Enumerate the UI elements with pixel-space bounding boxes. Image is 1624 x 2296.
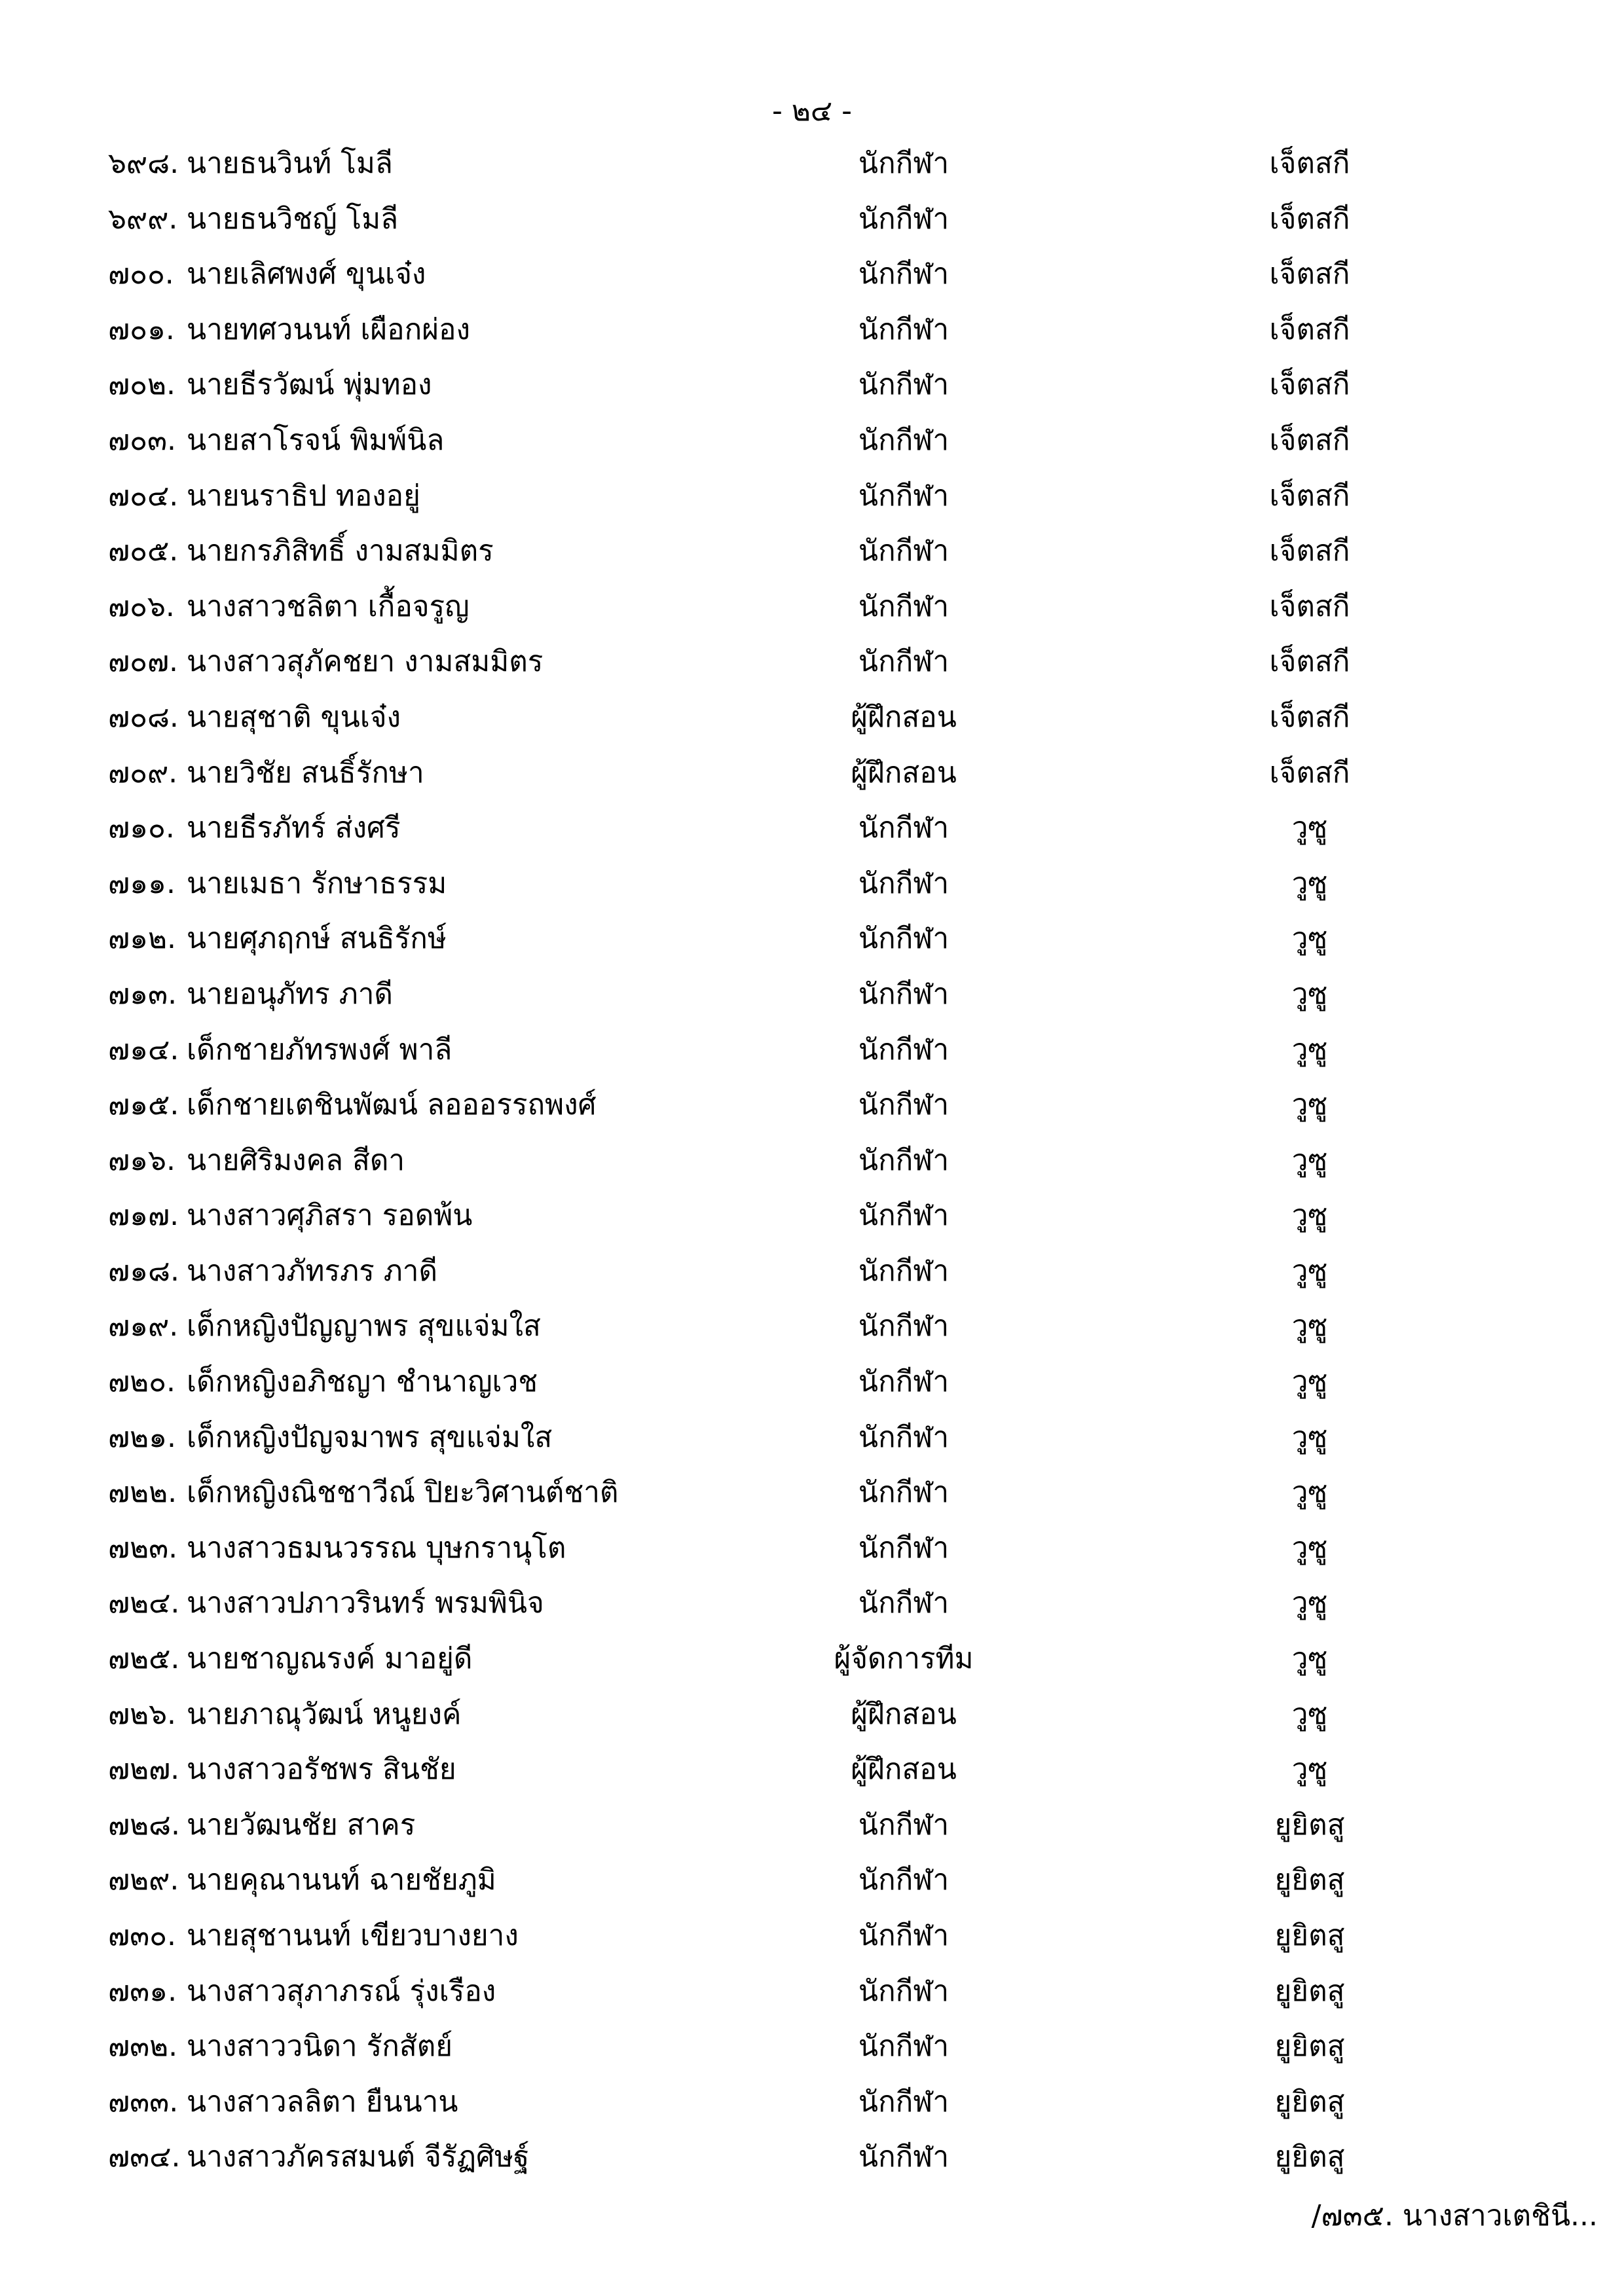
- entry-name: นายเลิศพงศ์ ขุนเจ๋ง: [187, 257, 426, 291]
- entry-number: ๗๐๖.: [108, 589, 175, 623]
- entry-name: นางสาวลลิตา ยืนนาน: [187, 2085, 458, 2119]
- entry-number: ๖๙๘.: [108, 147, 179, 180]
- entry-role: ผู้ฝึกสอน: [851, 700, 957, 734]
- entry-role: นักกีฬา: [858, 479, 950, 513]
- list-item: [0, 1361, 1624, 1417]
- entry-role: นักกีฬา: [858, 2030, 950, 2064]
- entry-sport: วูซู: [1291, 1531, 1328, 1565]
- list-item: [0, 2081, 1624, 2137]
- entry-name: นายศุภฤกษ์ สนธิรักษ์: [187, 922, 447, 956]
- entry-sport: ยูยิตสู: [1274, 2030, 1345, 2064]
- entry-role: นักกีฬา: [858, 866, 950, 900]
- entry-number: ๗๐๔.: [108, 479, 179, 513]
- entry-number: ๗๑๘.: [108, 1254, 179, 1288]
- entry-role: นักกีฬา: [858, 1420, 950, 1454]
- entry-name: นายสุชานนท์ เขียวบางยาง: [187, 1919, 519, 1952]
- entry-sport: วูซู: [1291, 977, 1328, 1011]
- entry-number: ๗๐๓.: [108, 423, 177, 457]
- entry-role: ผู้ฝึกสอน: [851, 1697, 957, 1731]
- entry-sport: วูซู: [1291, 866, 1328, 900]
- entry-role: นักกีฬา: [858, 2085, 950, 2119]
- entry-number: ๗๑๐.: [108, 811, 175, 845]
- entry-role: นักกีฬา: [858, 1974, 950, 2008]
- entry-sport: เจ็ตสกี: [1269, 312, 1350, 346]
- list-item: [0, 198, 1624, 254]
- entry-number: ๗๓๔.: [108, 2140, 181, 2174]
- entry-sport: เจ็ตสกี: [1269, 479, 1350, 513]
- entry-sport: เจ็ตสกี: [1269, 700, 1350, 734]
- list-item: [0, 1029, 1624, 1085]
- entry-number: ๗๒๘.: [108, 1808, 181, 1842]
- continuation-note: /๗๓๕. นางสาวเตชินี...: [1311, 2199, 1598, 2232]
- entry-number: ๗๓๑.: [108, 1974, 177, 2008]
- entry-role: นักกีฬา: [858, 1032, 950, 1066]
- entry-role: นักกีฬา: [858, 202, 950, 236]
- entry-name: นายธีรวัฒน์ พุ่มทอง: [187, 368, 432, 402]
- entry-name: นายธนวินท์ โมลี: [187, 147, 393, 180]
- entry-name: นายทศวนนท์ เผือกผ่อง: [187, 312, 470, 346]
- entry-name: นางสาวธมนวรรณ บุษกรานุโต: [187, 1531, 566, 1565]
- entry-sport: วูซู: [1291, 1753, 1328, 1787]
- entry-sport: วูซู: [1291, 1642, 1328, 1676]
- entry-name: นายภาณุวัฒน์ หนูยงค์: [187, 1697, 462, 1731]
- list-item: [0, 475, 1624, 531]
- entry-number: ๗๒๒.: [108, 1476, 177, 1510]
- list-item: [0, 697, 1624, 752]
- list-item: [0, 1971, 1624, 2026]
- entry-number: ๗๐๒.: [108, 368, 175, 402]
- list-item: [0, 752, 1624, 808]
- list-item: [0, 1804, 1624, 1860]
- list-item: [0, 1582, 1624, 1638]
- list-item: [0, 1638, 1624, 1694]
- entry-number: ๗๑๙.: [108, 1309, 179, 1343]
- entry-sport: วูซู: [1291, 1365, 1328, 1399]
- entry-role: นักกีฬา: [858, 1254, 950, 1288]
- entry-number: ๗๒๐.: [108, 1365, 175, 1399]
- entry-name: นายวัฒนชัย สาคร: [187, 1808, 416, 1842]
- entry-number: ๗๒๑.: [108, 1420, 177, 1454]
- entry-sport: เจ็ตสกี: [1269, 423, 1350, 457]
- entry-sport: วูซู: [1291, 1254, 1328, 1288]
- entry-number: ๗๑๗.: [108, 1199, 179, 1233]
- entry-sport: วูซู: [1291, 1143, 1328, 1177]
- entry-sport: วูซู: [1291, 1697, 1328, 1731]
- entry-sport: วูซู: [1291, 1032, 1328, 1066]
- page-number: - ๒๔ -: [771, 94, 853, 128]
- entry-number: ๗๐๐.: [108, 257, 174, 291]
- entry-sport: วูซู: [1291, 1088, 1328, 1122]
- entry-name: นายอนุภัทร ภาดี: [187, 977, 393, 1011]
- entry-number: ๗๓๒.: [108, 2030, 178, 2064]
- list-item: [0, 807, 1624, 863]
- entry-number: ๗๐๙.: [108, 756, 178, 790]
- entry-name: เด็กชายเตชินพัฒน์ ลอออรรถพงศ์: [187, 1088, 597, 1122]
- entry-sport: ยูยิตสู: [1274, 1974, 1345, 2008]
- entry-role: นักกีฬา: [858, 811, 950, 845]
- list-item: [0, 2136, 1624, 2192]
- entry-number: ๗๑๕.: [108, 1088, 179, 1122]
- entry-number: ๗๑๓.: [108, 977, 177, 1011]
- entry-name: นายนราธิป ทองอยู่: [187, 479, 420, 513]
- entry-role: นักกีฬา: [858, 2140, 950, 2174]
- entry-role: นักกีฬา: [858, 534, 950, 568]
- entry-sport: วูซู: [1291, 1309, 1328, 1343]
- entry-name: เด็กหญิงอภิชญา ชำนาญเวช: [187, 1365, 538, 1399]
- list-item: [0, 309, 1624, 365]
- list-item: [0, 1195, 1624, 1250]
- entry-role: นักกีฬา: [858, 1808, 950, 1842]
- list-item: [0, 253, 1624, 309]
- entry-name: นายชาญณรงค์ มาอยู่ดี: [187, 1642, 473, 1676]
- entry-role: นักกีฬา: [858, 1365, 950, 1399]
- entry-number: ๗๐๘.: [108, 700, 179, 734]
- entry-sport: เจ็ตสกี: [1269, 368, 1350, 402]
- entry-role: ผู้จัดการทีม: [834, 1642, 974, 1676]
- entry-sport: เจ็ตสกี: [1269, 534, 1350, 568]
- entry-name: นางสาวภัครสมนต์ จีรัฏศิษฐ์: [187, 2140, 530, 2174]
- entry-name: เด็กหญิงปัญจมาพร สุขแจ่มใส: [187, 1420, 553, 1454]
- list-item: [0, 420, 1624, 475]
- list-item: [0, 1084, 1624, 1140]
- list-item: [0, 1417, 1624, 1472]
- list-item: [0, 918, 1624, 974]
- entry-role: นักกีฬา: [858, 1088, 950, 1122]
- entry-number: ๗๓๓.: [108, 2085, 179, 2119]
- list-item: [0, 863, 1624, 919]
- entry-role: นักกีฬา: [858, 147, 950, 180]
- list-item: [0, 1859, 1624, 1915]
- entry-number: ๗๐๗.: [108, 645, 179, 679]
- entry-number: ๗๒๔.: [108, 1586, 180, 1620]
- list-item: [0, 530, 1624, 586]
- list-item: [0, 143, 1624, 198]
- entry-number: ๗๓๐.: [108, 1919, 177, 1952]
- entry-name: นายธีรภัทร์ ส่งศรี: [187, 811, 401, 845]
- entry-name: นายคุณานนท์ ฉายชัยภูมิ: [187, 1863, 496, 1897]
- entry-name: นายสาโรจน์ พิมพ์นิล: [187, 423, 445, 457]
- list-item: [0, 586, 1624, 642]
- entry-sport: เจ็ตสกี: [1269, 147, 1350, 180]
- entry-name: นางสาวอรัชพร สินชัย: [187, 1753, 456, 1787]
- entry-number: ๗๐๑.: [108, 312, 175, 346]
- entry-name: นายธนวิชญ์ โมลี: [187, 202, 399, 236]
- entry-name: นายศิริมงคล สีดา: [187, 1143, 405, 1177]
- entry-role: นักกีฬา: [858, 1531, 950, 1565]
- list-item: [0, 2026, 1624, 2081]
- entry-number: ๗๐๕.: [108, 534, 179, 568]
- entry-name: นายวิชัย สนธิ์รักษา: [187, 756, 424, 790]
- entry-sport: เจ็ตสกี: [1269, 202, 1350, 236]
- entry-number: ๗๑๔.: [108, 1032, 179, 1066]
- entry-role: นักกีฬา: [858, 1863, 950, 1897]
- entry-number: ๗๒๙.: [108, 1863, 179, 1897]
- list-item: [0, 1527, 1624, 1583]
- list-item: [0, 1915, 1624, 1971]
- entry-sport: ยูยิตสู: [1274, 2085, 1345, 2119]
- entry-number: ๗๒๗.: [108, 1753, 180, 1787]
- entry-role: ผู้ฝึกสอน: [851, 756, 957, 790]
- entry-sport: วูซู: [1291, 811, 1328, 845]
- entry-role: นักกีฬา: [858, 1143, 950, 1177]
- entry-number: ๗๑๒.: [108, 922, 177, 956]
- entry-role: นักกีฬา: [858, 1309, 950, 1343]
- entry-name: นางสาวปภาวรินทร์ พรมพินิจ: [187, 1586, 544, 1620]
- entry-sport: วูซู: [1291, 1476, 1328, 1510]
- list-item: [0, 641, 1624, 697]
- list-item: [0, 1140, 1624, 1195]
- participant-list: [0, 143, 1624, 2192]
- entry-sport: วูซู: [1291, 922, 1328, 956]
- entry-role: นักกีฬา: [858, 589, 950, 623]
- entry-number: ๗๑๑.: [108, 866, 175, 900]
- list-item: [0, 974, 1624, 1029]
- entry-name: นางสาวสุภาภรณ์ รุ่งเรือง: [187, 1974, 496, 2008]
- entry-name: นายเมธา รักษาธรรม: [187, 866, 447, 900]
- entry-role: นักกีฬา: [858, 977, 950, 1011]
- entry-role: นักกีฬา: [858, 645, 950, 679]
- entry-sport: เจ็ตสกี: [1269, 756, 1350, 790]
- entry-role: นักกีฬา: [858, 1199, 950, 1233]
- entry-role: นักกีฬา: [858, 1586, 950, 1620]
- entry-sport: วูซู: [1291, 1199, 1328, 1233]
- entry-role: ผู้ฝึกสอน: [851, 1753, 957, 1787]
- entry-number: ๖๙๙.: [108, 202, 178, 236]
- entry-sport: ยูยิตสู: [1274, 1808, 1345, 1842]
- entry-name: เด็กหญิงปัญญาพร สุขแจ่มใส: [187, 1309, 541, 1343]
- list-item: [0, 1749, 1624, 1804]
- entry-name: นางสาววนิดา รักสัตย์: [187, 2030, 453, 2064]
- entry-number: ๗๒๓.: [108, 1531, 178, 1565]
- entry-sport: วูซู: [1291, 1420, 1328, 1454]
- list-item: [0, 364, 1624, 420]
- entry-sport: ยูยิตสู: [1274, 2140, 1345, 2174]
- entry-role: นักกีฬา: [858, 368, 950, 402]
- list-item: [0, 1472, 1624, 1527]
- entry-role: นักกีฬา: [858, 1476, 950, 1510]
- entry-name: นายสุชาติ ขุนเจ๋ง: [187, 700, 401, 734]
- entry-role: นักกีฬา: [858, 922, 950, 956]
- entry-name: นางสาวสุภัคชยา งามสมมิตร: [187, 645, 544, 679]
- entry-role: นักกีฬา: [858, 257, 950, 291]
- entry-name: เด็กชายภัทรพงศ์ พาลี: [187, 1032, 452, 1066]
- entry-role: นักกีฬา: [858, 423, 950, 457]
- entry-number: ๗๒๕.: [108, 1642, 180, 1676]
- entry-name: นางสาวภัทรภร ภาดี: [187, 1254, 438, 1288]
- entry-name: นายกรภิสิทธิ์ งามสมมิตร: [187, 534, 494, 568]
- entry-sport: เจ็ตสกี: [1269, 257, 1350, 291]
- entry-number: ๗๒๖.: [108, 1697, 177, 1731]
- entry-sport: ยูยิตสู: [1274, 1863, 1345, 1897]
- entry-name: นางสาวชลิตา เกื้อจรูญ: [187, 589, 470, 623]
- entry-role: นักกีฬา: [858, 1919, 950, 1952]
- entry-sport: เจ็ตสกี: [1269, 589, 1350, 623]
- entry-sport: เจ็ตสกี: [1269, 645, 1350, 679]
- entry-name: นางสาวศุภิสรา รอดพ้น: [187, 1199, 473, 1233]
- entry-role: นักกีฬา: [858, 312, 950, 346]
- entry-sport: วูซู: [1291, 1586, 1328, 1620]
- list-item: [0, 1305, 1624, 1361]
- list-item: [0, 1694, 1624, 1749]
- entry-name: เด็กหญิงณิชชาวีณ์ ปิยะวิศานต์ชาติ: [187, 1476, 619, 1510]
- entry-number: ๗๑๖.: [108, 1143, 175, 1177]
- list-item: [0, 1250, 1624, 1306]
- entry-sport: ยูยิตสู: [1274, 1919, 1345, 1952]
